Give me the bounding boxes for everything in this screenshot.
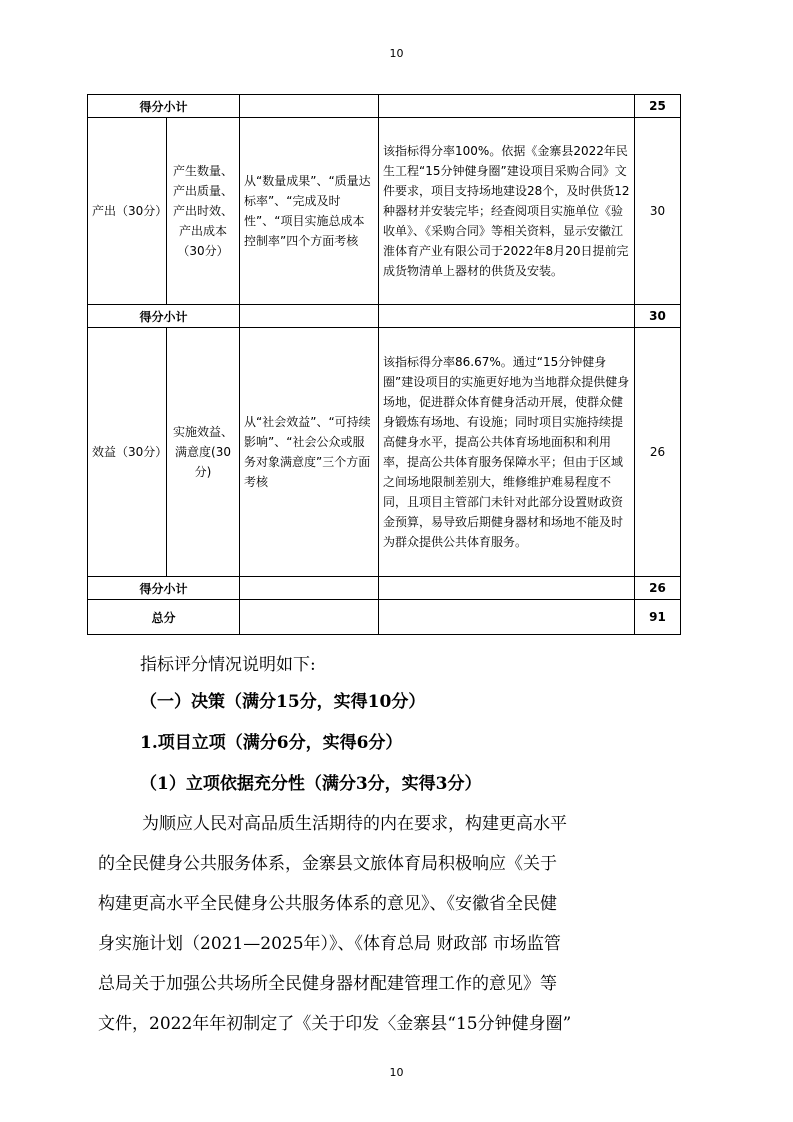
- score-table: [87, 94, 681, 635]
- subtotal-score: 25: [635, 95, 681, 118]
- item-heading: （1）立项依据充分性（满分3分，实得3分）: [140, 774, 482, 794]
- paragraph-line: 文件，2022年年初制定了《关于印发〈金寨县“15分钟健身圈”: [98, 1014, 572, 1034]
- description-cell: 该指标得分率86.67%。通过“15分钟健身圈”建设项目的实施更好地为当地群众提供健身场地，促进群众体育健身活动开展，使群众健身锻炼有场地、有设施；同时项目实施持续提高健身水平，提高公共体育场地面积和利用率，提高公共体育服务保障水平；但由于区域之间场地限制差别大，维修维护难易程度不同，且项目主管部门未针对此部分设置财政资金预算，易导致后期健身器材和场地不能及时为群众提供公共体育服务。: [379, 328, 635, 577]
- subtotal-row: [88, 577, 681, 600]
- paragraph-line: 的全民健身公共服务体系，金寨县文旅体育局积极响应《关于: [98, 854, 557, 874]
- level2-cell: 实施效益、满意度(30分): [167, 328, 240, 577]
- standard-cell: 从“社会效益”、“可持续影响”、“社会公众或服务对象满意度”三个方面考核: [240, 328, 379, 577]
- subtotal-row: [88, 95, 681, 118]
- paragraph-line: 总局关于加强公共场所全民健身器材配建管理工作的意见》等: [98, 974, 557, 994]
- total-score: 91: [635, 600, 681, 635]
- subtotal-score: 26: [635, 577, 681, 600]
- level1-cell: 效益（30分）: [88, 328, 167, 577]
- page-number-top: 10: [389, 47, 404, 60]
- score-cell: 30: [635, 118, 681, 305]
- subtotal-label: 得分小计: [88, 577, 240, 600]
- table-row-output: [88, 118, 681, 305]
- subtotal-row: [88, 305, 681, 328]
- total-label: 总分: [88, 600, 240, 635]
- paragraph-line: 身实施计划（2021—2025年）》、《体育总局 财政部 市场监管: [98, 934, 561, 954]
- subtotal-label: 得分小计: [88, 95, 240, 118]
- level1-cell: 产出（30分）: [88, 118, 167, 305]
- description-cell: 该指标得分率100%。依据《金寨县2022年民生工程“15分钟健身圈”建设项目采购合同》文件要求，项目支持场地建设28个，及时供货12种器材并安装完毕；经查阅项目实施单位《验收单》、《采购合同》等相关资料，显示安徽江淮体育产业有限公司于2022年8月20日提前完成货物清单上器材的供货及安装。: [379, 118, 635, 305]
- paragraph-line: 构建更高水平全民健身公共服务体系的意见》、《安徽省全民健: [98, 894, 557, 914]
- subtotal-label: 得分小计: [88, 305, 240, 328]
- page-number-bottom: 10: [389, 1066, 404, 1079]
- subtotal-score: 30: [635, 305, 681, 328]
- level2-cell: 产生数量、产出质量、产出时效、产出成本（30分）: [167, 118, 240, 305]
- intro-line: 指标评分情况说明如下:: [140, 655, 316, 675]
- score-cell: 26: [635, 328, 681, 577]
- standard-cell: 从“数量成果”、“质量达标率”、“完成及时性”、“项目实施总成本控制率”四个方面考核: [240, 118, 379, 305]
- total-row: [88, 600, 681, 635]
- table-row-benefit: [88, 328, 681, 577]
- subsection-heading: 1.项目立项（满分6分，实得6分）: [140, 733, 403, 753]
- paragraph-line: 为顺应人民对高品质生活期待的内在要求，构建更高水平: [142, 814, 567, 834]
- section-heading: （一）决策（满分15分，实得10分）: [140, 692, 426, 712]
